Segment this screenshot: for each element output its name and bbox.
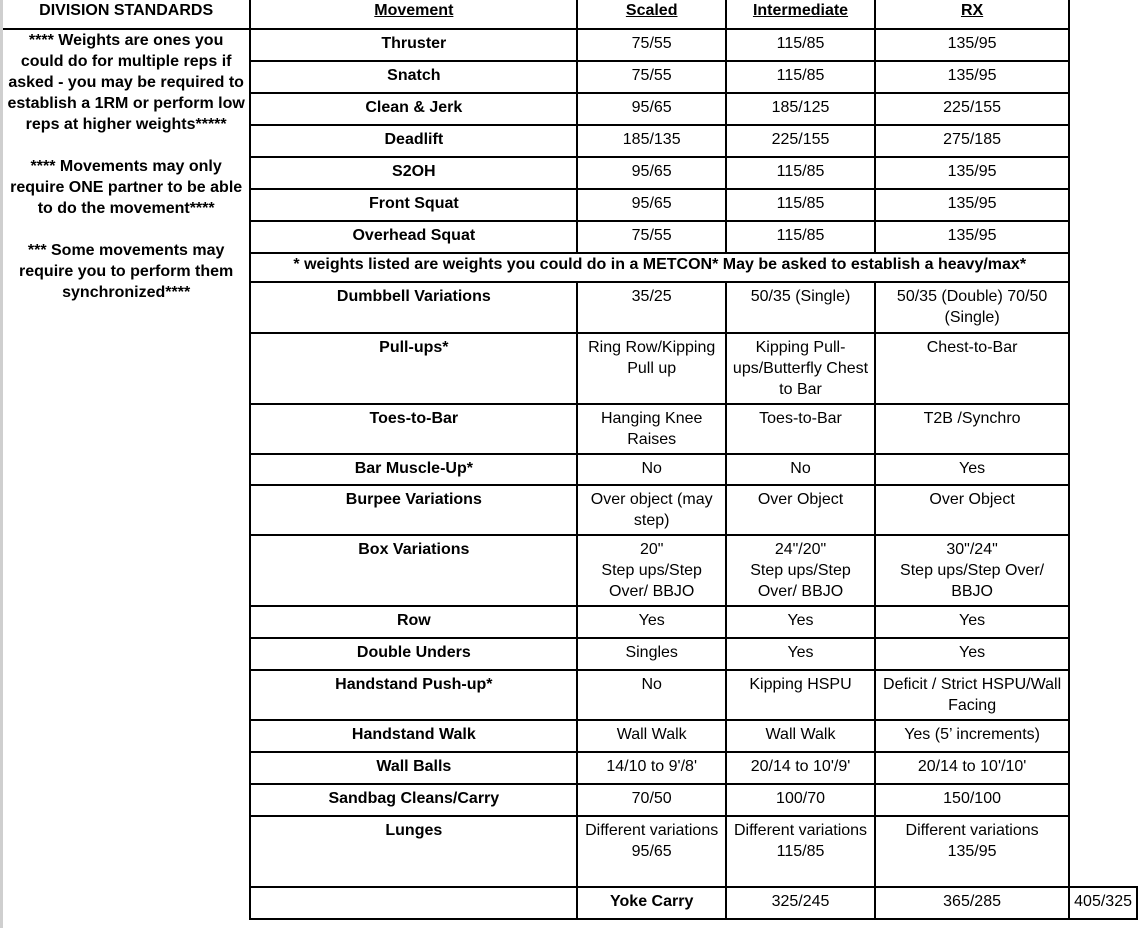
note-text: **** Movements may only require ONE partner to be able to do the movement**** (10, 158, 243, 217)
rx-cell: 135/95 (875, 29, 1069, 61)
scaled-cell: 75/55 (577, 29, 726, 61)
intermediate-cell: Kipping HSPU (726, 670, 875, 720)
rx-cell: Yes (875, 454, 1069, 485)
note-spacer (7, 135, 245, 156)
movement-cell: Double Unders (250, 638, 577, 670)
scaled-cell: Singles (577, 638, 726, 670)
intermediate-cell: 115/85 (726, 29, 875, 61)
movement-cell: Dumbbell Variations (250, 282, 577, 333)
rx-cell: 135/95 (875, 61, 1069, 93)
scaled-cell: 75/55 (577, 61, 726, 93)
rx-cell: 405/325 (1069, 887, 1137, 919)
scaled-cell: 95/65 (577, 93, 726, 125)
movement-cell: Toes-to-Bar (250, 404, 577, 454)
rx-cell: 225/155 (875, 93, 1069, 125)
movement-cell: S2OH (250, 157, 577, 189)
intermediate-cell: No (726, 454, 875, 485)
scaled-cell: 20" Step ups/Step Over/ BBJO (577, 535, 726, 606)
movement-cell: Overhead Squat (250, 221, 577, 253)
intermediate-cell: Kipping Pull-ups/Butterfly Chest to Bar (726, 333, 875, 404)
rx-cell: 20/14 to 10'/10' (875, 752, 1069, 784)
intermediate-cell: Yes (726, 606, 875, 638)
note-text: **** Weights are ones you could do for multiple reps if asked - you may be required to establish a 1RM or perform low reps at higher weights***** (7, 32, 245, 133)
intermediate-cell: 20/14 to 10'/9' (726, 752, 875, 784)
intermediate-cell: Yes (726, 638, 875, 670)
movement-cell: Snatch (250, 61, 577, 93)
rx-cell: T2B /Synchro (875, 404, 1069, 454)
intermediate-cell: 225/155 (726, 125, 875, 157)
scaled-cell: Over object (may step) (577, 485, 726, 535)
rx-cell: 135/95 (875, 189, 1069, 221)
rx-cell: Yes (875, 606, 1069, 638)
scaled-cell: 185/135 (577, 125, 726, 157)
scaled-cell: Yes (577, 606, 726, 638)
intermediate-cell: 115/85 (726, 157, 875, 189)
rx-cell: Yes (5’ increments) (875, 720, 1069, 752)
scaled-cell: Hanging Knee Raises (577, 404, 726, 454)
intermediate-cell: 115/85 (726, 61, 875, 93)
header-intermediate: Intermediate (726, 0, 875, 29)
movement-cell: Wall Balls (250, 752, 577, 784)
scaled-cell: Ring Row/Kipping Pull up (577, 333, 726, 404)
movement-cell: Sandbag Cleans/Carry (250, 784, 577, 816)
intermediate-cell: 100/70 (726, 784, 875, 816)
rx-cell: Yes (875, 638, 1069, 670)
rx-cell: Chest-to-Bar (875, 333, 1069, 404)
movement-cell: Box Variations (250, 535, 577, 606)
intermediate-cell: 185/125 (726, 93, 875, 125)
rx-cell: Deficit / Strict HSPU/Wall Facing (875, 670, 1069, 720)
scaled-cell: 95/65 (577, 189, 726, 221)
movement-cell: Bar Muscle-Up* (250, 454, 577, 485)
rx-cell: Over Object (875, 485, 1069, 535)
movement-cell: Burpee Variations (250, 485, 577, 535)
header-scaled: Scaled (577, 0, 726, 29)
rx-cell: 30"/24" Step ups/Step Over/ BBJO (875, 535, 1069, 606)
scaled-cell: Different variations 95/65 (577, 816, 726, 887)
movement-cell: Thruster (250, 29, 577, 61)
intermediate-cell: Different variations 115/85 (726, 816, 875, 887)
table-row (3, 29, 1137, 61)
scaled-cell: 75/55 (577, 221, 726, 253)
rx-cell: 50/35 (Double) 70/50 (Single) (875, 282, 1069, 333)
scaled-cell: 325/245 (726, 887, 875, 919)
header-row (3, 0, 1137, 29)
intermediate-cell: 115/85 (726, 189, 875, 221)
note-spacer (7, 219, 245, 240)
notes-panel (3, 29, 250, 919)
rx-cell: 135/95 (875, 221, 1069, 253)
scaled-cell: No (577, 454, 726, 485)
note-text: *** Some movements may require you to perform them synchronized**** (19, 242, 234, 301)
movement-cell: Row (250, 606, 577, 638)
movement-cell: Pull-ups* (250, 333, 577, 404)
scaled-cell: 35/25 (577, 282, 726, 333)
movement-cell: Clean & Jerk (250, 93, 577, 125)
rx-cell: 275/185 (875, 125, 1069, 157)
intermediate-cell: 50/35 (Single) (726, 282, 875, 333)
rx-cell: Different variations 135/95 (875, 816, 1069, 887)
movement-cell: Deadlift (250, 125, 577, 157)
intermediate-cell: Over Object (726, 485, 875, 535)
movement-cell: Front Squat (250, 189, 577, 221)
metcon-note-banner: * weights listed are weights you could do in a METCON* May be asked to establish a heavy/max* (250, 253, 1069, 282)
movement-cell: Lunges (250, 816, 577, 887)
intermediate-cell: 24"/20" Step ups/Step Over/ BBJO (726, 535, 875, 606)
scaled-cell: No (577, 670, 726, 720)
standards-table (3, 0, 1138, 920)
rx-cell: 135/95 (875, 157, 1069, 189)
header-movement: Movement (250, 0, 577, 29)
intermediate-cell: Toes-to-Bar (726, 404, 875, 454)
scaled-cell: Wall Walk (577, 720, 726, 752)
intermediate-cell: 115/85 (726, 221, 875, 253)
rx-cell: 150/100 (875, 784, 1069, 816)
scaled-cell: 14/10 to 9'/8' (577, 752, 726, 784)
header-rx: RX (875, 0, 1069, 29)
movement-cell: Yoke Carry (577, 887, 726, 919)
intermediate-cell: Wall Walk (726, 720, 875, 752)
scaled-cell: 95/65 (577, 157, 726, 189)
movement-cell: Handstand Push-up* (250, 670, 577, 720)
scaled-cell: 70/50 (577, 784, 726, 816)
intermediate-cell: 365/285 (875, 887, 1069, 919)
empty-note-cell (250, 887, 577, 919)
division-standards-title: DIVISION STANDARDS (3, 0, 250, 29)
movement-cell: Handstand Walk (250, 720, 577, 752)
